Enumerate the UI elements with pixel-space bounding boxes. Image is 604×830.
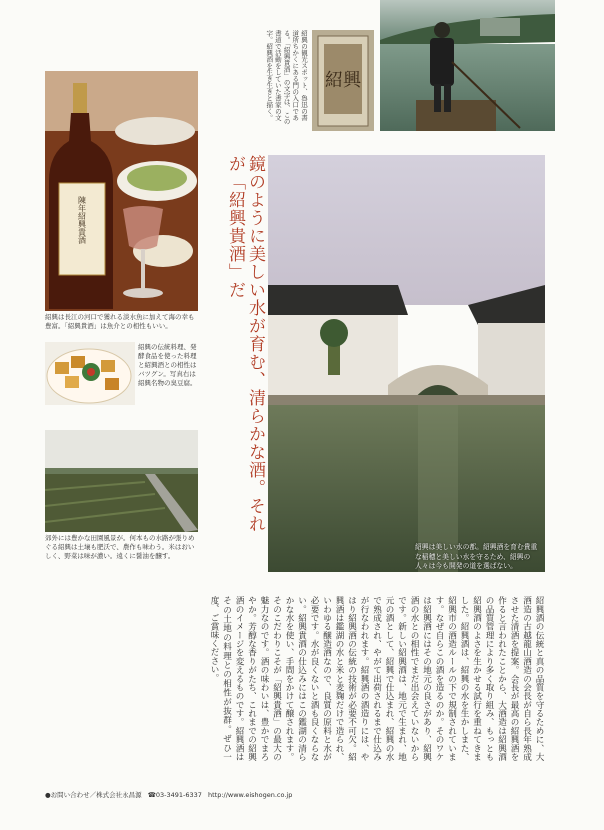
field-caption: 郊外には豊かな田園風景が。何本もの水路が張りめぐる紹興は土壌も肥沃で、農作も味わう。米はおいしく、野菜は味が濃い。遠くに醤油を醸す。 — [45, 534, 195, 560]
contact-phone: ☎03-3491-6337 — [147, 791, 202, 799]
canal-photo — [268, 155, 545, 572]
gate-sign: 紹興 — [325, 70, 361, 91]
boatman-photo — [380, 0, 555, 131]
bottle-photo — [45, 71, 198, 311]
gate-photo-art — [312, 30, 374, 131]
field-photo — [45, 430, 198, 532]
headline: 鏡のように美しい水が育む、清らかな酒。それが「紹興貴酒」だ — [225, 155, 265, 533]
footer — [45, 790, 545, 799]
gate-photo — [312, 30, 374, 131]
food-caption: 紹興の伝統料理、発酵食品を使った料理と紹興酒との相性はバツグン。写真右は紹興名物の臭豆腐。 — [138, 343, 197, 387]
bottle-label: 陳年紹興貴酒 — [77, 196, 87, 244]
food-photo — [45, 342, 135, 405]
gate-caption: 紹興の観光スポット、魯迅の書道所ちかくにある門の入口である。「紹興貴酒」の文字は、この書道で活動をしていた書家の文字。紹興酒を生き生きと描く。 — [265, 30, 308, 125]
contact-label: ●お問い合わせ／株式会社永昌源 — [45, 791, 142, 799]
article-body-text: 紹興酒の伝統と真の品質を守るために、大酒造の古越龍山酒造の会長が自ら長年熟成させた清酒を提案。会長が最高の紹興酒を作ると言われたことから、大酒造は紹興酒の品質管理により多く取り組み、もっとも紹興酒のよさを生かせる試行を重ねてきました。紹興酒は、紹興の水を生かしまた、紹興市の酒造ルールの下で規制されています。なぜ自らこの酒を造るのか。そのワケは紹興酒にはその地元の良さがあり、紹興酒の水との相性でまだ出会えていないからです。新しい紹興酒は、地元で生まれ、地元の酒として、紹興で仕込まれ、紹興の水で熟成され、やがて出荷されるまで仕込みが行なわれます。紹興酒の酒造りには、やはり紹興酒の伝統の技術が必要不可欠。紹興酒は鑑湖の水と米と麦麹だけで造られ、いわゆる醸造酒なので、良質の原料と水が必要です。水が良くないと酒も良くならない。紹興貴酒の仕込みにはこの鑑湖の清らかな水を使い、手間をかけて醸されます。そのこだわりこそが「紹興貴酒」の最大の魅力なのです。酒の味わいは、豊かでまろやか。芳醇な香りがたち、これまでの紹興酒のイメージを変えるものです。紹興酒はその土地の料理との相性が抜群。ぜひ一度、ご賞味ください。 — [209, 596, 544, 761]
canal-caption: 紹興は美しい水の都。紹興酒を育む貴重な稲穂と美しい水を守るため、紹興の人々は今も開発の道を選ばない。 — [415, 543, 538, 570]
bottle-caption: 紹興は長江の河口で獲れる淡水魚に加えて海の幸も豊富。「紹興貴酒」は魚介との相性もいい。 — [45, 313, 195, 330]
article-body — [45, 596, 545, 761]
contact-url[interactable]: http://www.eishogen.co.jp — [207, 791, 293, 799]
